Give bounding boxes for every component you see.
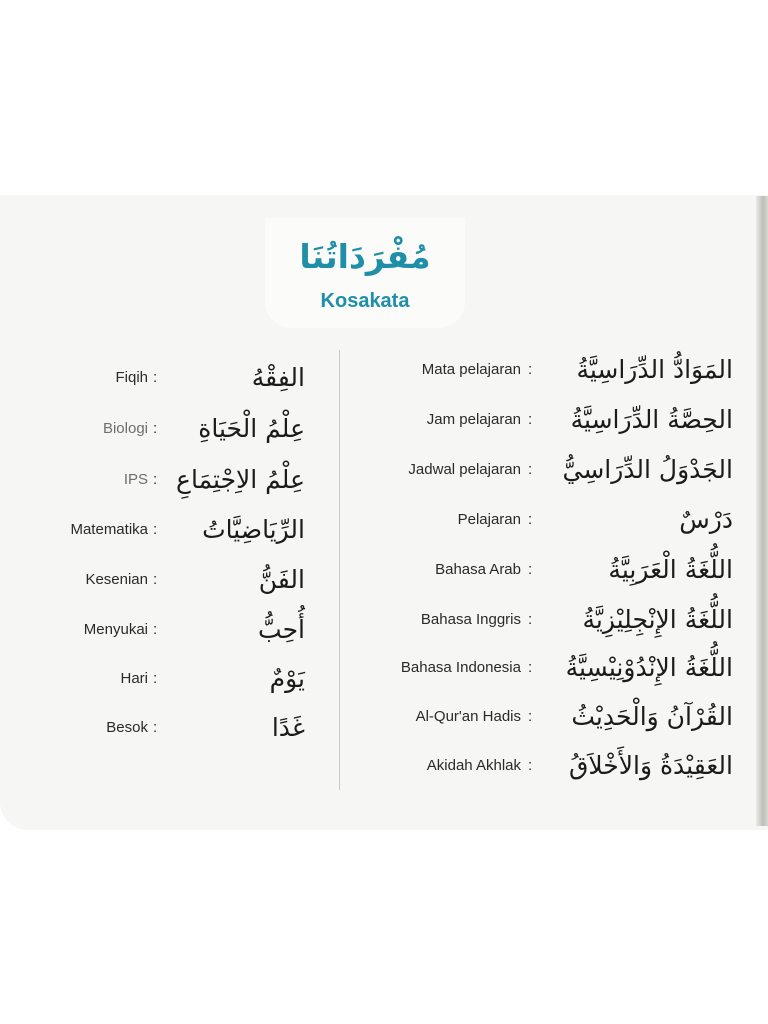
vocab-colon: : (528, 461, 533, 478)
vocab-arabic: يَوْمٌ (269, 664, 305, 693)
vocab-colon: : (528, 659, 533, 676)
vocab-row-akidah-akhlak (338, 746, 733, 786)
vocab-colon: : (153, 369, 158, 386)
vocab-row-menyukai (20, 610, 305, 650)
vocab-colon: : (528, 511, 533, 528)
vocab-meaning: Matematika (70, 521, 148, 538)
vocab-colon: : (153, 420, 158, 437)
vocab-arabic: أُحِبُّ (258, 615, 305, 644)
vocab-meaning: Bahasa Indonesia (400, 659, 521, 676)
vocab-meaning: Al-Qur'an Hadis (415, 708, 521, 725)
vocab-meaning: Biologi (102, 420, 148, 437)
vocab-row-bahasa-indonesia (338, 648, 733, 688)
vocab-colon: : (153, 521, 158, 538)
vocab-meaning: Mata pelajaran (421, 361, 521, 378)
vocab-arabic: القُرْآنُ وَالْحَدِيْثُ (571, 702, 733, 731)
title-latin: Kosakata (320, 290, 410, 312)
vocab-meaning: Akidah Akhlak (426, 757, 521, 774)
vocab-row-biologi (20, 409, 305, 449)
vocab-row-matematika (20, 510, 305, 550)
vocab-row-jadwal-pelajaran (338, 450, 733, 490)
vocab-row-mata-pelajaran (338, 350, 733, 390)
vocab-arabic: عِلْمُ الاِجْتِمَاعِ (176, 465, 305, 494)
vocab-meaning: Menyukai (83, 621, 148, 638)
vocab-colon: : (528, 361, 533, 378)
vocab-row-ips (20, 460, 305, 500)
vocab-colon: : (153, 571, 158, 588)
vocab-arabic: المَوَادُّ الدِّرَاسِيَّةُ (576, 355, 733, 384)
vocab-colon: : (528, 757, 533, 774)
vocab-colon: : (528, 561, 533, 578)
vocab-meaning: Pelajaran (457, 511, 521, 528)
vocab-arabic: الفِقْهُ (251, 363, 305, 392)
vocab-colon: : (153, 719, 158, 736)
vocab-colon: : (153, 471, 158, 488)
vocab-meaning: Kesenian (85, 571, 148, 588)
vocab-row-besok (20, 708, 305, 748)
vocab-colon: : (153, 621, 158, 638)
vocab-row-bahasa-inggris (338, 600, 733, 640)
vocab-row-pelajaran (338, 500, 733, 540)
vocab-arabic: اللُّغَةُ الْعَرَبِيَّةُ (608, 555, 733, 584)
vocab-meaning: Jadwal pelajaran (408, 461, 521, 478)
vocab-arabic: دَرْسٌ (679, 505, 733, 534)
vocab-row-bahasa-arab (338, 550, 733, 590)
title-arabic: مُفْرَدَاتُنَا (299, 237, 431, 276)
vocab-arabic: الرِّيَاضِيَّاتُ (202, 515, 305, 544)
vocab-arabic: الفَنُّ (258, 565, 305, 594)
vocab-meaning: Besok (106, 719, 148, 736)
vocab-meaning: Hari (120, 670, 148, 687)
vocab-colon: : (528, 411, 533, 428)
vocab-meaning: Jam pelajaran (426, 411, 521, 428)
vocab-arabic: الحِصَّةُ الدِّرَاسِيَّةُ (570, 405, 733, 434)
vocab-arabic: عِلْمُ الْحَيَاةِ (198, 414, 305, 443)
vocab-row-kesenian (20, 560, 305, 600)
vocab-arabic: الجَدْوَلُ الدِّرَاسِيُّ (562, 455, 733, 484)
page-edge-shadow (756, 196, 768, 826)
vocab-arabic: اللُّغَةُ الإِنْجِلِيْزِيَّةُ (582, 605, 733, 634)
vocab-arabic: غَدًا (271, 713, 305, 742)
vocab-row-alquran-hadis (338, 697, 733, 737)
vocab-meaning: Bahasa Inggris (420, 611, 521, 628)
vocab-colon: : (528, 708, 533, 725)
vocab-meaning: IPS (123, 471, 148, 488)
vocab-meaning: Bahasa Arab (435, 561, 521, 578)
vocab-arabic: العَقِيْدَةُ وَالأَخْلاَقُ (568, 751, 733, 780)
vocab-row-hari (20, 659, 305, 699)
vocab-colon: : (153, 670, 158, 687)
vocab-colon: : (528, 611, 533, 628)
vocab-row-fiqih (20, 358, 305, 398)
vocab-arabic: اللُّغَةُ الإِنْدُوْنِيْسِيَّةُ (565, 653, 733, 682)
vocab-row-jam-pelajaran (338, 400, 733, 440)
vocab-meaning: Fiqih (115, 369, 148, 386)
